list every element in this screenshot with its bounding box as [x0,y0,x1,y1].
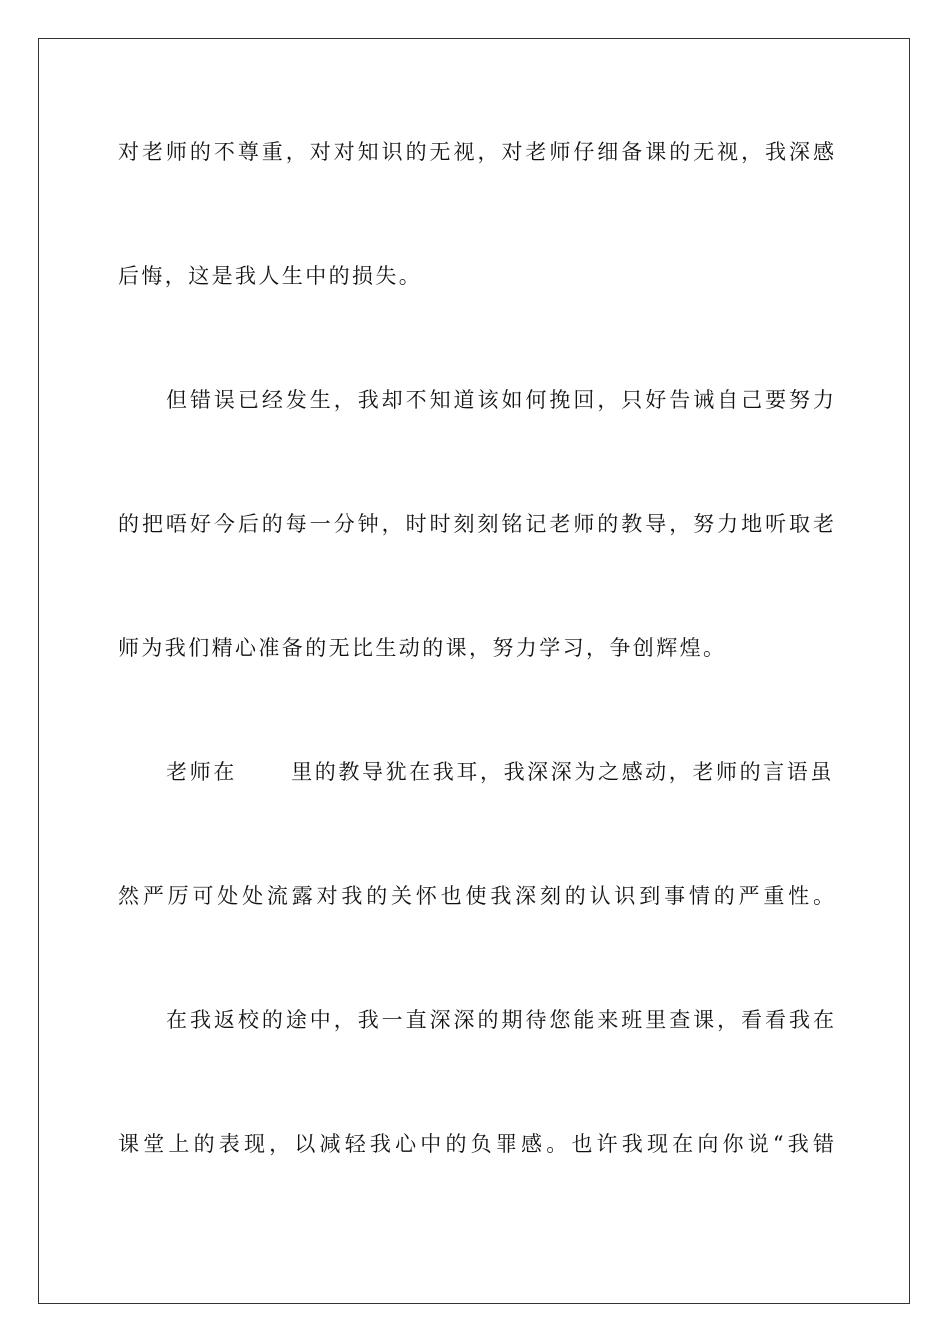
text-line-1: 对老师的不尊重，对对知识的无视，对老师仔细备课的无视，我深感 [118,140,834,164]
text-line-2: 后悔，这是我人生中的损失。 [118,264,423,288]
text-line-6 [166,758,834,786]
text-line-6-start: 老师在 [166,760,237,784]
text-line-4: 的把唔好今后的每一分钟，时时刻刻铭记老师的教导，努力地听取老 [118,512,834,536]
text-line-8: 在我返校的途中，我一直深深的期待您能来班里查课，看看我在 [166,1008,834,1032]
page-border [38,38,910,1304]
text-line-3: 但错误已经发生，我却不知道该如何挽回，只好告诫自己要努力 [166,388,834,412]
text-line-7: 然严厉可处处流露对我的关怀也使我深刻的认识到事情的严重性。 [118,884,834,908]
text-line-5: 师为我们精心准备的无比生动的课，努力学习，争创辉煌。 [118,636,727,660]
text-line-9: 课堂上的表现，以减轻我心中的负罪感。也许我现在向你说“我错 [118,1132,834,1156]
text-line-6-end: 里的教导犹在我耳，我深深为之感动，老师的言语虽 [291,760,834,784]
